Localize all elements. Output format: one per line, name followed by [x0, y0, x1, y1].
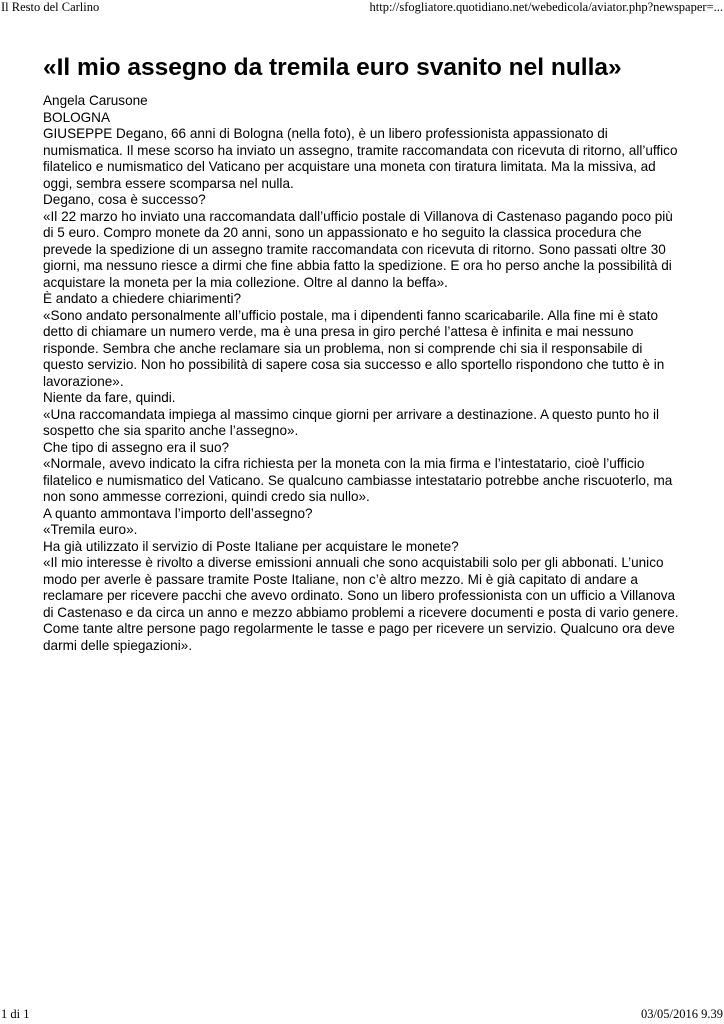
- interview-question: Niente da fare, quindi.: [43, 390, 176, 405]
- page-indicator: 1 di 1: [1, 1007, 30, 1021]
- interview-answer: «Il mio interesse è rivolto a diverse emissioni annuali che sono acquistabili solo per gli abbonati. L’unico modo per averle è passare tramite Poste Italiane, non c’è altro mezzo. Mi è già capitato di andare a reclamare per ricevere pacchi che avevo ordinato. Sono un libero professionista con un ufficio a Villanova di Castenaso e da circa un anno e mezzo abbiamo problemi a ricevere documenti e posta di vario genere. Come tante altre persone pago regolarmente le tasse e pago per ricevere un servizio. Qualcuno ora deve darmi delle spiegazioni».: [43, 555, 679, 653]
- interview-question: Ha già utilizzato il servizio di Poste Italiane per acquistare le monete?: [43, 538, 459, 554]
- interview-answer: «Tremila euro».: [43, 522, 138, 537]
- interview-answer: «Una raccomandata impiega al massimo cinque giorni per arrivare a destinazione. A questo punto ho il sospetto che sia sparito anche l’assegno».: [43, 406, 659, 438]
- article-location: BOLOGNA: [43, 109, 111, 125]
- article-paragraph: GIUSEPPE Degano, 66 anni di Bologna (nella foto), è un libero professionista appassionato di numismatica. Il mese scorso ha inviato un assegno, tramite raccomandata con ricevuta di ritorno, all’uffico filatelico e numismatico del Vaticano per acquistare una moneta con tiratura limitata. Ma la missiva, ad oggi, sembra essere scomparsa nel nulla.: [43, 126, 678, 191]
- article-author: Angela Carusone: [43, 93, 148, 108]
- interview-answer: «Sono andato personalmente all’ufficio postale, ma i dipendenti fanno scaricabarile. Alla fine mi è stato detto di chiamare un numero verde, ma è una presa in giro perché l’attesa è infinita e mai nessuno risponde. Sembra che anche reclamare sia un problema, non si comprende chi sia il responsabile di questo servizio. Non ho possibilità di sapere cosa sia successo e allo sportello rispondono che tutto è in lavorazione».: [43, 307, 665, 389]
- print-datetime: 03/05/2016 9.39: [641, 1007, 723, 1021]
- interview-question: A quanto ammontava l’importo dell’assegno?: [43, 505, 313, 521]
- interview-question: Degano, cosa è successo?: [43, 192, 206, 207]
- interview-question: Che tipo di assegno era il suo?: [43, 439, 230, 455]
- interview-answer: «Il 22 marzo ho inviato una raccomandata dall’ufficio postale di Villanova di Castenaso pagando poco più di 5 euro. Compro monete da 20 anni, sono un appassionato e ho seguito la classica procedura che prevede la spedizione di un assegno tramite raccomandata con ricevuta di ritorno. Sono passati oltre 30 giorni, ma nessuno riesce a dirmi che fine abbia fatto la spedizione. E ora ho perso anche la possibilità di acquistare la moneta per la mia collezione. Oltre al danno la beffa».: [43, 208, 673, 290]
- page-url: http://sfogliatore.quotidiano.net/webedicola/aviator.php?newspaper=...: [369, 0, 723, 14]
- interview-answer: «Normale, avevo indicato la cifra richiesta per la moneta con la mia firma e l’intestatario, cioè l’ufficio filatelico e numismatico del Vaticano. Se qualcuno cambiasse intestatario potrebbe anche riscuoterlo, ma non sono ammesse correzioni, quindi credo sia nullo».: [43, 456, 673, 504]
- article: [43, 54, 681, 654]
- article-headline: «Il mio assegno da tremila euro svanito nel nulla»: [43, 54, 622, 81]
- interview-question: È andato a chiedere chiarimenti?: [43, 291, 242, 306]
- publication-name: Il Resto del Carlino: [1, 0, 100, 14]
- article-body: [43, 93, 681, 654]
